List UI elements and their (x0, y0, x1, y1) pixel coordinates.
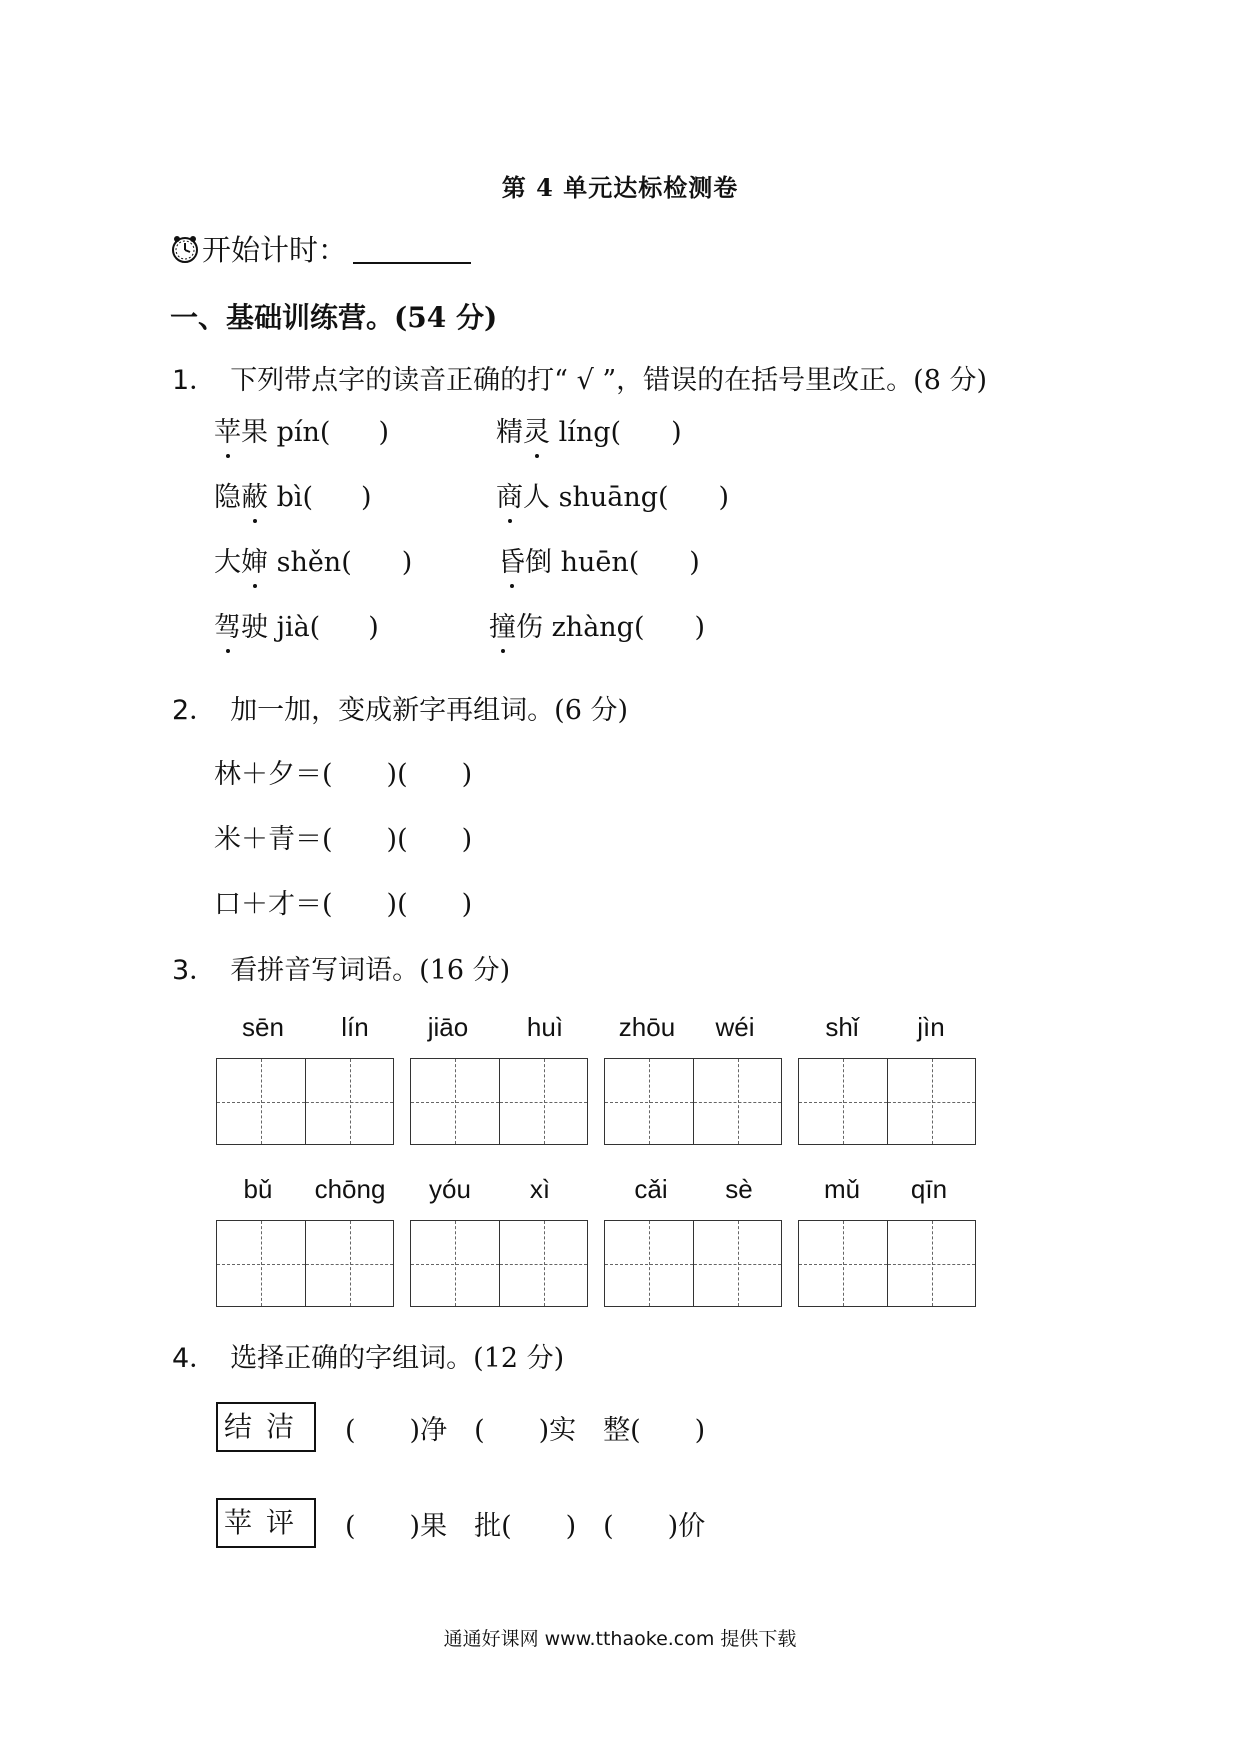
q4-blanks: ( )净 ( )实 整( ) (345, 1415, 706, 1446)
q1-item: 精灵 líng( ) (496, 410, 682, 449)
writing-grid[interactable] (410, 1058, 588, 1145)
pinyin-label: cǎi (634, 1174, 668, 1204)
pinyin-label: zhōu (618, 1012, 676, 1042)
writing-grid[interactable] (604, 1058, 782, 1145)
writing-grid[interactable] (604, 1220, 782, 1307)
question-1: 1． 下列带点字的读音正确的打“ √ ”，错误的在括号里改正。(8 分) (172, 365, 987, 396)
pinyin-label: jiāo (427, 1012, 469, 1042)
writing-grid[interactable] (798, 1220, 976, 1307)
q2-item: 林＋夕＝( )( ) (214, 759, 473, 790)
question-3: 3． 看拼音写词语。(16 分) (172, 955, 511, 986)
section-heading: 一、基础训练营。(54 分) (170, 301, 498, 334)
q2-item: 米＋青＝( )( ) (214, 824, 473, 855)
q1-item: 大婶 shěn( ) (214, 540, 412, 579)
pinyin-label: mǔ (823, 1174, 861, 1204)
pinyin-label: bǔ (243, 1174, 273, 1204)
page-title: 第 4 单元达标检测卷 (501, 173, 739, 202)
q2-item: 口＋才＝( )( ) (214, 889, 473, 920)
start-timer (170, 228, 471, 269)
q1-item: 驾驶 jià( ) (214, 605, 379, 644)
pinyin-label: huì (526, 1012, 564, 1042)
pinyin-label: yóu (429, 1174, 471, 1204)
q1-item: 苹果 pín( ) (214, 410, 389, 449)
writing-grid[interactable] (798, 1058, 976, 1145)
q1-item: 商人 shuāng( ) (496, 475, 729, 514)
writing-grid[interactable] (216, 1220, 394, 1307)
q4-blanks: ( )果 批( ) ( )价 (345, 1511, 706, 1542)
question-4: 4． 选择正确的字组词。(12 分) (172, 1343, 565, 1374)
pinyin-label: chōng (314, 1174, 386, 1204)
writing-grid[interactable] (410, 1220, 588, 1307)
choice-box: 苹评 (216, 1498, 316, 1548)
q1-item: 撞伤 zhàng( ) (489, 605, 705, 644)
pinyin-label: wéi (715, 1012, 755, 1042)
pinyin-label: shǐ (825, 1012, 859, 1042)
pinyin-label: jìn (917, 1012, 945, 1042)
pinyin-label: sēn (242, 1012, 284, 1042)
q1-item: 昏倒 huēn( ) (498, 540, 700, 579)
q1-item: 隐蔽 bì( ) (214, 475, 372, 514)
question-2: 2． 加一加，变成新字再组词。(6 分) (172, 695, 629, 726)
pinyin-label: xì (529, 1174, 551, 1204)
timer-blank[interactable] (353, 234, 471, 264)
pinyin-label: sè (725, 1174, 753, 1204)
pinyin-label: qīn (910, 1174, 948, 1204)
pinyin-label: lín (341, 1012, 369, 1042)
writing-grid[interactable] (216, 1058, 394, 1145)
clock-icon (170, 234, 200, 264)
footer-text: 通通好课网 www.tthaoke.com 提供下载 (443, 1628, 797, 1650)
choice-box: 结洁 (216, 1402, 316, 1452)
timer-label: 开始计时： (202, 233, 348, 267)
